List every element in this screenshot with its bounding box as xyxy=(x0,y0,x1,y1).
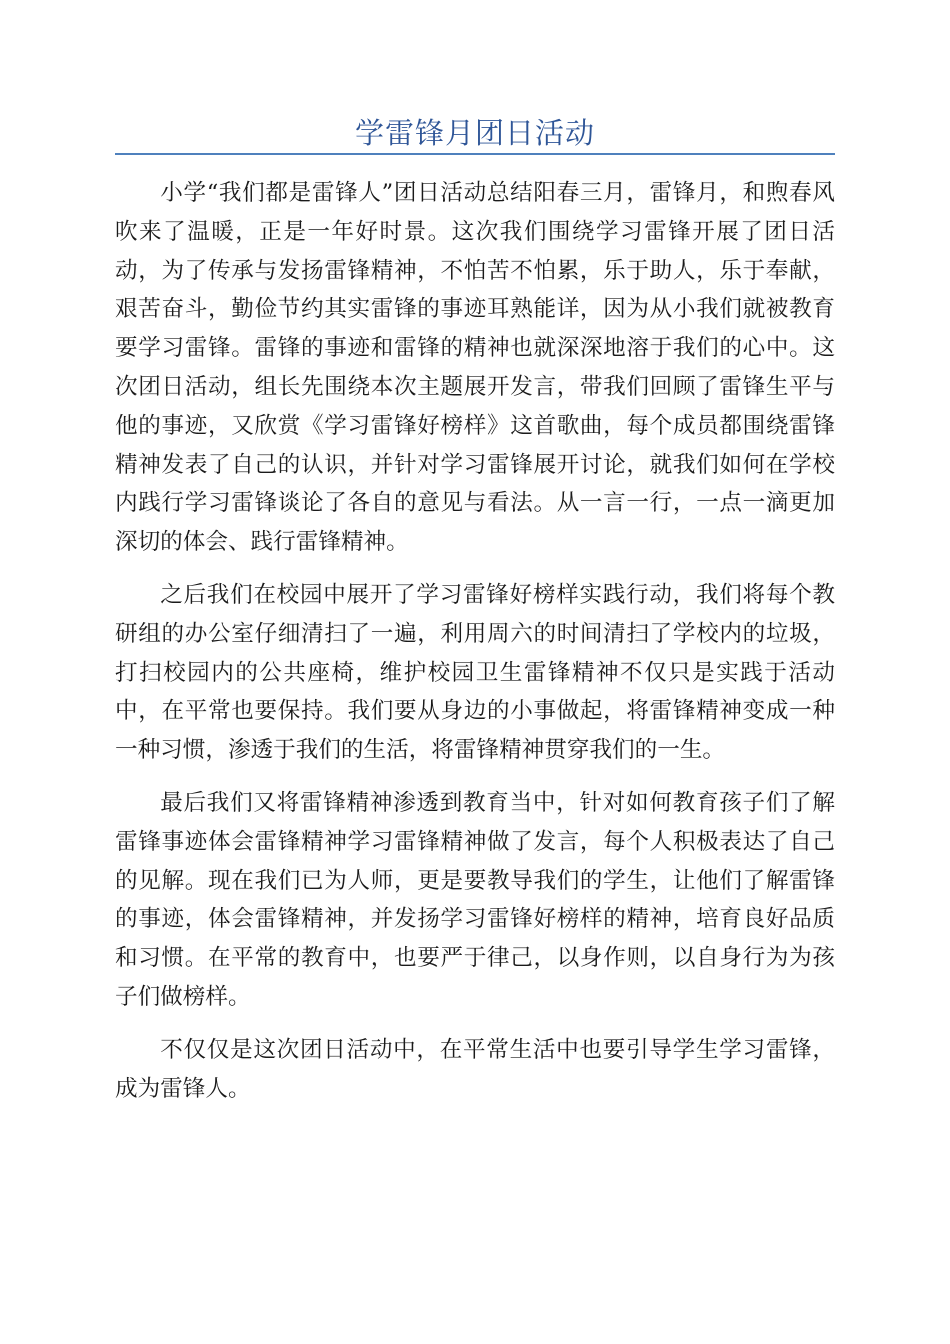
document-title: 学雷锋月团日活动 xyxy=(354,116,595,150)
paragraph-4: 不仅仅是这次团日活动中，在平常生活中也要引导学生学习雷锋，成为雷锋人。 xyxy=(115,1036,835,1102)
paragraph-1: 小学“我们都是雷锋人”团日活动总结阳春三月，雷锋月，和煦春风吹来了温暖，正是一年好时景。这次我们围绕学习雷锋开展了团日活动，为了传承与发扬雷锋精神，不怕苦不怕累，乐于助人，乐于奉献，艰苦奋斗，勤俭节约其实雷锋的事迹耳熟能详，因为从小我们就被教育要学习雷锋。雷锋的事迹和雷锋的精神也就深深地溶于我们的心中。这次团日活动，组长先围绕本次主题展开发言，带我们回顾了雷锋生平与他的事迹，又欣赏《学习雷锋好榜样》这首歌曲，每个成员都围绕雷锋精神发表了自己的认识，并针对学习雷锋展开讨论，就我们如何在学校内践行学习雷锋谈论了各自的意见与看法。从一言一行，一点一滴更加深切的体会、践行雷锋精神。 xyxy=(115,180,835,556)
document-body xyxy=(115,174,835,1122)
title-underline xyxy=(115,153,835,155)
paragraph-3: 最后我们又将雷锋精神渗透到教育当中，针对如何教育孩子们了解雷锋事迹体会雷锋精神学习雷锋精神做了发言，每个人积极表达了自己的见解。现在我们已为人师，更是要教导我们的学生，让他们了解雷锋的事迹，体会雷锋精神，并发扬学习雷锋好榜样的精神，培育良好品质和习惯。在平常的教育中，也要严于律己，以身作则，以自身行为为孩子们做榜样。 xyxy=(115,789,835,1010)
paragraph-2: 之后我们在校园中展开了学习雷锋好榜样实践行动，我们将每个教研组的办公室仔细清扫了一遍，利用周六的时间清扫了学校内的垃圾，打扫校园内的公共座椅，维护校园卫生雷锋精神不仅只是实践于活动中，在平常也要保持。我们要从身边的小事做起，将雷锋精神变成一种一种习惯，渗透于我们的生活，将雷锋精神贯穿我们的一生。 xyxy=(115,581,835,764)
